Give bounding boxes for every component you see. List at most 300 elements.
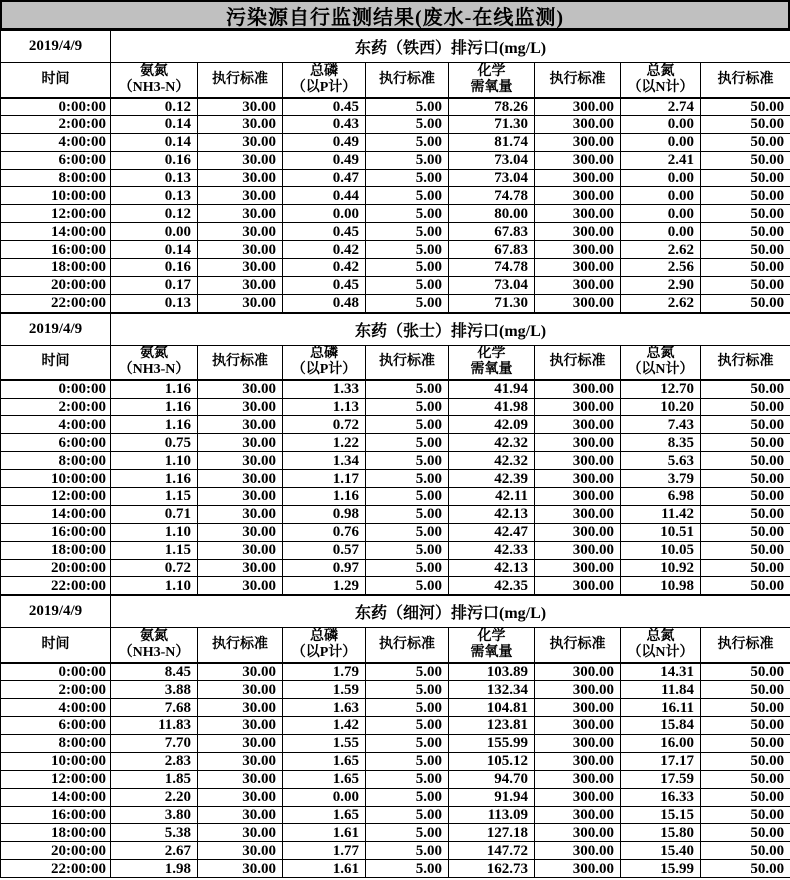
value-cell: 300.00: [535, 699, 621, 717]
value-cell: 5.00: [366, 223, 449, 241]
value-cell: 5.00: [366, 717, 449, 735]
value-cell: 300.00: [535, 398, 621, 416]
table-row: [1, 681, 790, 699]
value-cell: 50.00: [701, 788, 790, 806]
value-cell: 2.56: [621, 259, 701, 277]
outfall-location-cell: 东药（细河）排污口(mg/L): [111, 596, 790, 628]
value-cell: 0.97: [283, 559, 366, 577]
column-header: [449, 345, 535, 380]
value-cell: 300.00: [535, 860, 621, 878]
value-cell: 1.65: [283, 770, 366, 788]
value-cell: 300.00: [535, 770, 621, 788]
value-cell: 50.00: [701, 380, 790, 398]
column-header-line: 需氧量: [470, 362, 513, 378]
value-cell: 50.00: [701, 470, 790, 488]
value-cell: 123.81: [449, 717, 535, 735]
value-cell: 30.00: [198, 398, 283, 416]
value-cell: 300.00: [535, 416, 621, 434]
time-cell: 22:00:00: [1, 577, 111, 595]
value-cell: 300.00: [535, 681, 621, 699]
value-cell: 42.11: [449, 488, 535, 506]
table-row: [1, 717, 790, 735]
value-cell: 50.00: [701, 452, 790, 470]
time-cell: 2:00:00: [1, 398, 111, 416]
value-cell: 50.00: [701, 717, 790, 735]
value-cell: 2.20: [111, 788, 198, 806]
column-header: [111, 345, 198, 380]
value-cell: 42.32: [449, 434, 535, 452]
time-cell: 10:00:00: [1, 187, 111, 205]
value-cell: 8.45: [111, 663, 198, 681]
value-cell: 127.18: [449, 824, 535, 842]
table-row: [1, 577, 790, 595]
column-header-line: 执行标准: [379, 71, 435, 87]
page-title: 污染源自行监测结果(废水-在线监测): [0, 0, 790, 30]
column-header: [198, 345, 283, 380]
value-cell: 5.00: [366, 806, 449, 824]
value-cell: 50.00: [701, 523, 790, 541]
time-cell: 16:00:00: [1, 523, 111, 541]
value-cell: 5.00: [366, 824, 449, 842]
value-cell: 300.00: [535, 717, 621, 735]
time-cell: 6:00:00: [1, 434, 111, 452]
value-cell: 42.32: [449, 452, 535, 470]
value-cell: 50.00: [701, 98, 790, 116]
column-header: [621, 63, 701, 98]
value-cell: 300.00: [535, 734, 621, 752]
column-header: [366, 628, 449, 663]
column-header: [621, 345, 701, 380]
value-cell: 7.68: [111, 699, 198, 717]
value-cell: 30.00: [198, 187, 283, 205]
value-cell: 2.74: [621, 98, 701, 116]
value-cell: 5.63: [621, 452, 701, 470]
value-cell: 1.16: [111, 380, 198, 398]
value-cell: 300.00: [535, 380, 621, 398]
value-cell: 30.00: [198, 434, 283, 452]
column-header: [283, 345, 366, 380]
time-cell: 16:00:00: [1, 241, 111, 259]
value-cell: 300.00: [535, 241, 621, 259]
value-cell: 30.00: [198, 133, 283, 151]
value-cell: 50.00: [701, 559, 790, 577]
time-cell: 0:00:00: [1, 663, 111, 681]
value-cell: 5.00: [366, 169, 449, 187]
time-cell: 10:00:00: [1, 752, 111, 770]
column-header-line: 执行标准: [717, 71, 774, 87]
value-cell: 50.00: [701, 699, 790, 717]
value-cell: 0.42: [283, 241, 366, 259]
value-cell: 5.00: [366, 559, 449, 577]
value-cell: 0.45: [283, 276, 366, 294]
value-cell: 50.00: [701, 770, 790, 788]
time-cell: 20:00:00: [1, 842, 111, 860]
table-row: [1, 241, 790, 259]
value-cell: 0.14: [111, 115, 198, 133]
value-cell: 162.73: [449, 860, 535, 878]
value-cell: 300.00: [535, 541, 621, 559]
value-cell: 41.98: [449, 398, 535, 416]
value-cell: 300.00: [535, 523, 621, 541]
column-header-line: 氨氮: [140, 63, 168, 79]
value-cell: 42.39: [449, 470, 535, 488]
value-cell: 42.33: [449, 541, 535, 559]
value-cell: 2.62: [621, 241, 701, 259]
column-header: [1, 628, 111, 663]
value-cell: 5.00: [366, 541, 449, 559]
value-cell: 300.00: [535, 663, 621, 681]
value-cell: 3.80: [111, 806, 198, 824]
value-cell: 30.00: [198, 416, 283, 434]
value-cell: 300.00: [535, 434, 621, 452]
value-cell: 5.00: [366, 187, 449, 205]
table-row: [1, 294, 790, 312]
column-header-line: （以N计）: [627, 362, 694, 378]
value-cell: 30.00: [198, 241, 283, 259]
time-cell: 12:00:00: [1, 205, 111, 223]
value-cell: 300.00: [535, 276, 621, 294]
value-cell: 91.94: [449, 788, 535, 806]
column-header-line: 执行标准: [212, 637, 268, 653]
time-cell: 20:00:00: [1, 559, 111, 577]
value-cell: 30.00: [198, 734, 283, 752]
value-cell: 1.15: [111, 488, 198, 506]
value-cell: 0.48: [283, 294, 366, 312]
column-header: [198, 628, 283, 663]
value-cell: 5.00: [366, 452, 449, 470]
value-cell: 50.00: [701, 416, 790, 434]
value-cell: 73.04: [449, 276, 535, 294]
value-cell: 1.79: [283, 663, 366, 681]
value-cell: 78.26: [449, 98, 535, 116]
column-header-line: （NH3-N）: [118, 645, 190, 661]
time-cell: 18:00:00: [1, 541, 111, 559]
value-cell: 5.00: [366, 788, 449, 806]
value-cell: 5.00: [366, 860, 449, 878]
value-cell: 50.00: [701, 488, 790, 506]
value-cell: 16.00: [621, 734, 701, 752]
value-cell: 50.00: [701, 259, 790, 277]
value-cell: 1.17: [283, 470, 366, 488]
value-cell: 15.80: [621, 824, 701, 842]
column-header-line: （以N计）: [627, 645, 694, 661]
table-row: [1, 452, 790, 470]
column-header-line: 时间: [41, 71, 70, 87]
value-cell: 300.00: [535, 488, 621, 506]
value-cell: 300.00: [535, 788, 621, 806]
value-cell: 5.00: [366, 205, 449, 223]
value-cell: 5.00: [366, 523, 449, 541]
value-cell: 0.00: [283, 788, 366, 806]
value-cell: 0.00: [111, 223, 198, 241]
value-cell: 30.00: [198, 770, 283, 788]
time-cell: 22:00:00: [1, 294, 111, 312]
value-cell: 300.00: [535, 115, 621, 133]
value-cell: 1.15: [111, 541, 198, 559]
value-cell: 74.78: [449, 259, 535, 277]
value-cell: 15.99: [621, 860, 701, 878]
value-cell: 0.72: [111, 559, 198, 577]
column-header: [1, 63, 111, 98]
value-cell: 30.00: [198, 223, 283, 241]
value-cell: 0.00: [621, 187, 701, 205]
column-header-line: 总氮: [646, 63, 675, 79]
value-cell: 1.10: [111, 577, 198, 595]
value-cell: 1.59: [283, 681, 366, 699]
value-cell: 1.61: [283, 860, 366, 878]
column-header-line: 化学: [477, 346, 506, 362]
value-cell: 0.13: [111, 169, 198, 187]
value-cell: 50.00: [701, 824, 790, 842]
column-header: [283, 628, 366, 663]
table-row: [1, 416, 790, 434]
value-cell: 42.47: [449, 523, 535, 541]
table-row: [1, 151, 790, 169]
time-cell: 2:00:00: [1, 681, 111, 699]
value-cell: 42.13: [449, 559, 535, 577]
value-cell: 50.00: [701, 223, 790, 241]
value-cell: 50.00: [701, 734, 790, 752]
time-cell: 2:00:00: [1, 115, 111, 133]
value-cell: 30.00: [198, 824, 283, 842]
value-cell: 1.10: [111, 523, 198, 541]
value-cell: 10.20: [621, 398, 701, 416]
value-cell: 5.38: [111, 824, 198, 842]
column-header: [366, 63, 449, 98]
value-cell: 30.00: [198, 452, 283, 470]
table-row: [1, 470, 790, 488]
value-cell: 30.00: [198, 488, 283, 506]
value-cell: 5.00: [366, 241, 449, 259]
value-cell: 2.41: [621, 151, 701, 169]
table-row: [1, 842, 790, 860]
value-cell: 300.00: [535, 824, 621, 842]
column-header-line: 执行标准: [717, 637, 774, 653]
value-cell: 300.00: [535, 752, 621, 770]
table-row: [1, 559, 790, 577]
value-cell: 7.70: [111, 734, 198, 752]
value-cell: 1.55: [283, 734, 366, 752]
value-cell: 30.00: [198, 151, 283, 169]
value-cell: 30.00: [198, 276, 283, 294]
column-header: [449, 63, 535, 98]
table-row: [1, 187, 790, 205]
time-cell: 20:00:00: [1, 276, 111, 294]
column-header-line: 总磷: [310, 63, 338, 79]
column-header-line: （以P计）: [291, 362, 357, 378]
time-cell: 6:00:00: [1, 151, 111, 169]
column-header-line: 执行标准: [379, 354, 435, 370]
value-cell: 1.63: [283, 699, 366, 717]
value-cell: 5.00: [366, 133, 449, 151]
value-cell: 50.00: [701, 505, 790, 523]
value-cell: 30.00: [198, 681, 283, 699]
value-cell: 0.45: [283, 98, 366, 116]
value-cell: 300.00: [535, 151, 621, 169]
value-cell: 0.45: [283, 223, 366, 241]
column-header: [111, 628, 198, 663]
value-cell: 30.00: [198, 470, 283, 488]
value-cell: 0.71: [111, 505, 198, 523]
value-cell: 0.00: [621, 133, 701, 151]
value-cell: 0.16: [111, 151, 198, 169]
value-cell: 0.00: [621, 169, 701, 187]
value-cell: 5.00: [366, 770, 449, 788]
value-cell: 71.30: [449, 115, 535, 133]
value-cell: 5.00: [366, 734, 449, 752]
value-cell: 104.81: [449, 699, 535, 717]
table-row: [1, 169, 790, 187]
column-header-line: 执行标准: [212, 71, 268, 87]
value-cell: 81.74: [449, 133, 535, 151]
tables-container: [0, 30, 790, 878]
column-header-line: 需氧量: [470, 645, 513, 661]
value-cell: 80.00: [449, 205, 535, 223]
value-cell: 15.15: [621, 806, 701, 824]
value-cell: 11.84: [621, 681, 701, 699]
value-cell: 50.00: [701, 205, 790, 223]
value-cell: 300.00: [535, 187, 621, 205]
value-cell: 1.77: [283, 842, 366, 860]
time-cell: 18:00:00: [1, 259, 111, 277]
value-cell: 2.67: [111, 842, 198, 860]
value-cell: 30.00: [198, 98, 283, 116]
value-cell: 41.94: [449, 380, 535, 398]
value-cell: 1.42: [283, 717, 366, 735]
column-header-line: （以N计）: [627, 79, 694, 95]
value-cell: 7.43: [621, 416, 701, 434]
value-cell: 73.04: [449, 151, 535, 169]
column-header: [366, 345, 449, 380]
table-row: [1, 133, 790, 151]
value-cell: 1.29: [283, 577, 366, 595]
value-cell: 1.61: [283, 824, 366, 842]
value-cell: 1.65: [283, 806, 366, 824]
value-cell: 0.13: [111, 187, 198, 205]
column-header: [449, 628, 535, 663]
time-cell: 4:00:00: [1, 416, 111, 434]
outfall-location-cell: 东药（铁西）排污口(mg/L): [111, 31, 790, 63]
value-cell: 30.00: [198, 788, 283, 806]
value-cell: 42.13: [449, 505, 535, 523]
value-cell: 30.00: [198, 523, 283, 541]
value-cell: 5.00: [366, 699, 449, 717]
column-header: [701, 628, 790, 663]
column-header-line: 执行标准: [549, 354, 606, 370]
value-cell: 0.98: [283, 505, 366, 523]
value-cell: 5.00: [366, 752, 449, 770]
value-cell: 10.98: [621, 577, 701, 595]
value-cell: 105.12: [449, 752, 535, 770]
value-cell: 15.84: [621, 717, 701, 735]
value-cell: 50.00: [701, 752, 790, 770]
value-cell: 5.00: [366, 294, 449, 312]
time-cell: 12:00:00: [1, 770, 111, 788]
table-row: [1, 699, 790, 717]
value-cell: 6.98: [621, 488, 701, 506]
table-row: [1, 223, 790, 241]
value-cell: 50.00: [701, 663, 790, 681]
value-cell: 10.05: [621, 541, 701, 559]
column-header-row: [1, 63, 790, 98]
column-header: [198, 63, 283, 98]
column-header-line: （NH3-N）: [118, 79, 190, 95]
column-header-line: 总氮: [646, 346, 675, 362]
value-cell: 155.99: [449, 734, 535, 752]
value-cell: 0.57: [283, 541, 366, 559]
value-cell: 42.35: [449, 577, 535, 595]
column-header-line: （以P计）: [291, 79, 357, 95]
time-cell: 14:00:00: [1, 505, 111, 523]
value-cell: 17.17: [621, 752, 701, 770]
value-cell: 0.14: [111, 133, 198, 151]
time-cell: 10:00:00: [1, 470, 111, 488]
value-cell: 0.00: [283, 205, 366, 223]
value-cell: 300.00: [535, 842, 621, 860]
value-cell: 94.70: [449, 770, 535, 788]
value-cell: 300.00: [535, 470, 621, 488]
value-cell: 16.33: [621, 788, 701, 806]
time-cell: 0:00:00: [1, 98, 111, 116]
value-cell: 12.70: [621, 380, 701, 398]
column-header-line: 氨氮: [140, 629, 168, 645]
column-header-line: （以P计）: [291, 645, 357, 661]
column-header-line: 时间: [41, 354, 70, 370]
time-cell: 6:00:00: [1, 717, 111, 735]
value-cell: 300.00: [535, 505, 621, 523]
column-header: [535, 628, 621, 663]
table-row: [1, 752, 790, 770]
value-cell: 1.10: [111, 452, 198, 470]
column-header-line: 时间: [41, 637, 70, 653]
table-row: [1, 663, 790, 681]
column-header: [621, 628, 701, 663]
value-cell: 0.00: [621, 115, 701, 133]
value-cell: 5.00: [366, 842, 449, 860]
value-cell: 30.00: [198, 842, 283, 860]
time-cell: 4:00:00: [1, 133, 111, 151]
value-cell: 113.09: [449, 806, 535, 824]
value-cell: 30.00: [198, 559, 283, 577]
value-cell: 8.35: [621, 434, 701, 452]
value-cell: 30.00: [198, 294, 283, 312]
value-cell: 2.90: [621, 276, 701, 294]
value-cell: 5.00: [366, 276, 449, 294]
value-cell: 67.83: [449, 223, 535, 241]
value-cell: 5.00: [366, 488, 449, 506]
table-row: [1, 734, 790, 752]
value-cell: 0.49: [283, 133, 366, 151]
table-row: [1, 205, 790, 223]
table-row: [1, 98, 790, 116]
value-cell: 300.00: [535, 169, 621, 187]
value-cell: 17.59: [621, 770, 701, 788]
column-header: [701, 63, 790, 98]
value-cell: 0.12: [111, 98, 198, 116]
value-cell: 1.16: [283, 488, 366, 506]
value-cell: 5.00: [366, 98, 449, 116]
monitoring-table: [0, 595, 790, 878]
time-cell: 4:00:00: [1, 699, 111, 717]
value-cell: 1.34: [283, 452, 366, 470]
table-row: [1, 541, 790, 559]
value-cell: 16.11: [621, 699, 701, 717]
value-cell: 50.00: [701, 860, 790, 878]
value-cell: 3.88: [111, 681, 198, 699]
value-cell: 1.16: [111, 470, 198, 488]
value-cell: 10.51: [621, 523, 701, 541]
value-cell: 1.22: [283, 434, 366, 452]
